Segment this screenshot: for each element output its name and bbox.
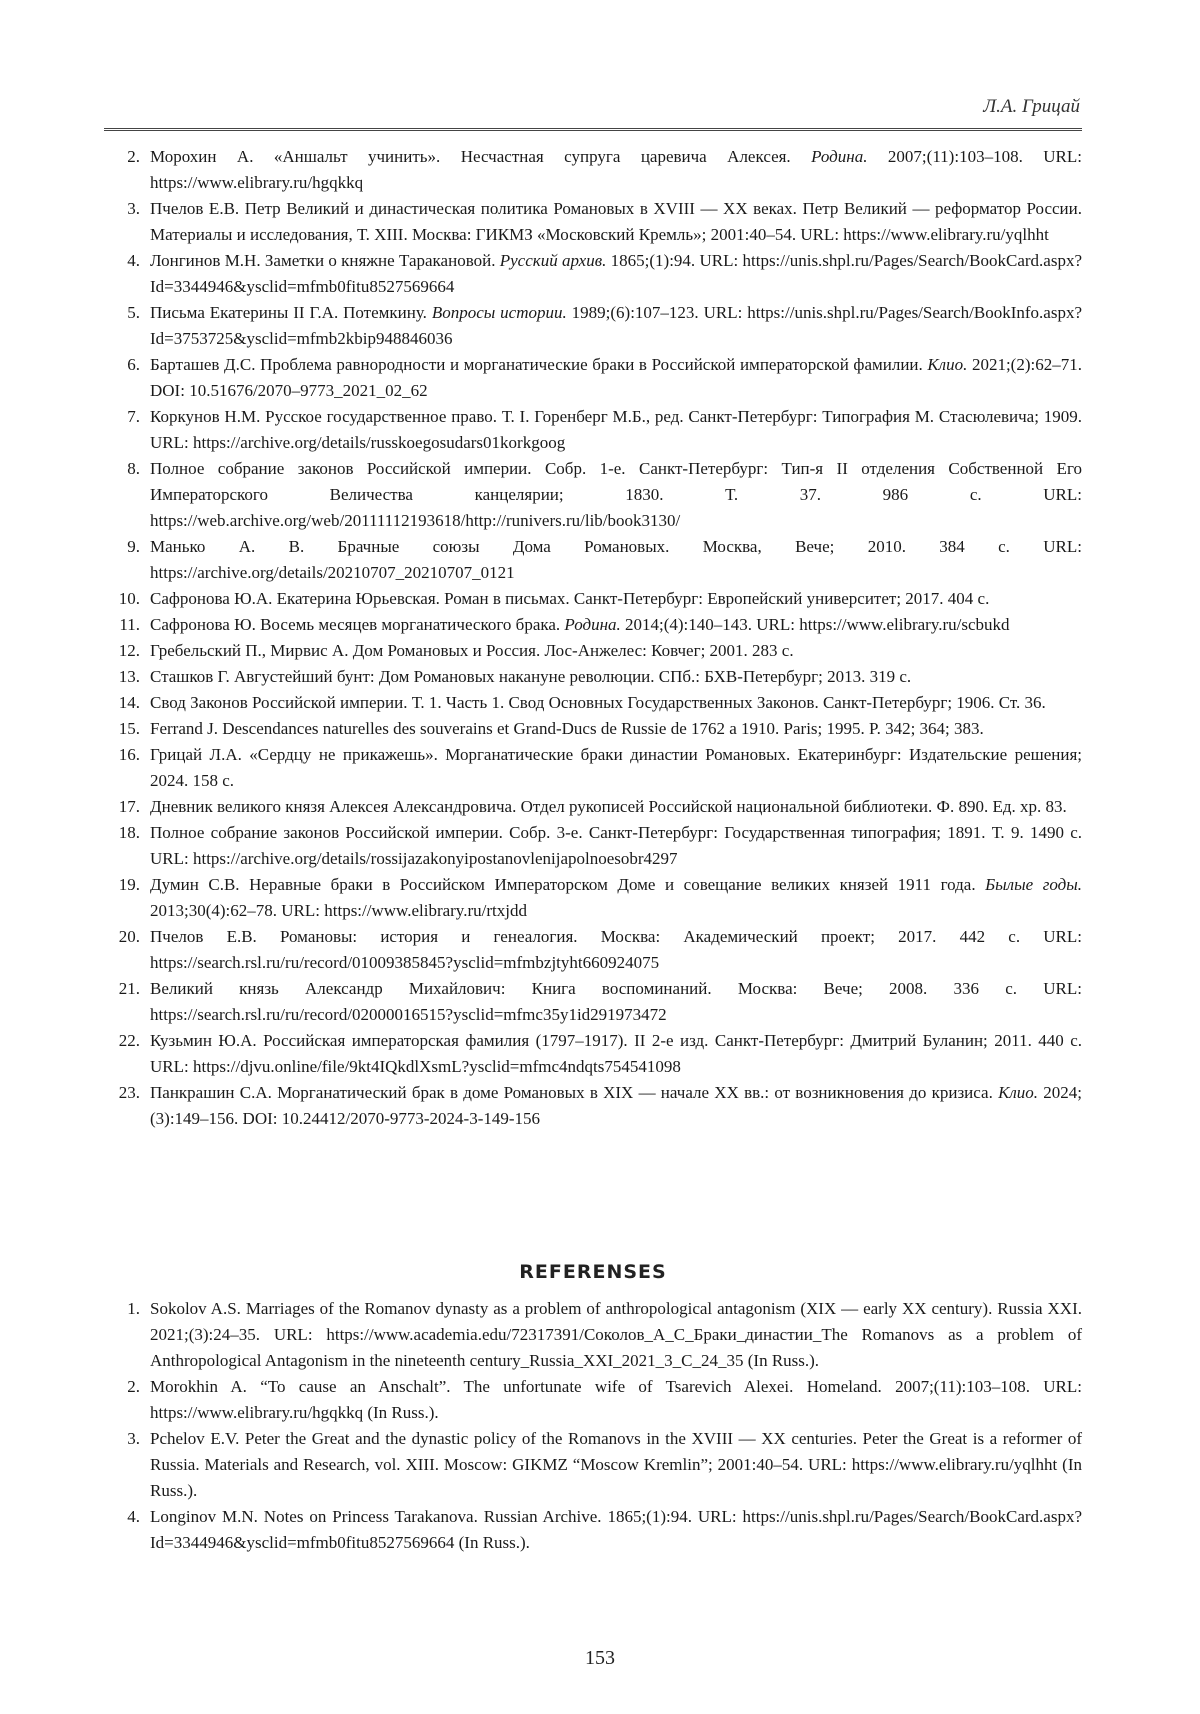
- reference-item: [104, 794, 1082, 820]
- reference-text: Ferrand J. Descendances naturelles des souverains et Grand-Ducs de Russie de 1762 a 1910. Paris; 1995. P. 342; 364; 383.: [150, 719, 984, 738]
- reference-item: [104, 534, 1082, 586]
- reference-item: [104, 612, 1082, 638]
- reference-text: 2021;(2):62–71. DOI: 10.51676/2070–9773_2021_02_62: [150, 355, 1082, 400]
- reference-text: Полное собрание законов Российской империи. Собр. 1-е. Санкт-Петербург: Тип-я II отделения Собственной Его Императорского Величества канцелярии; 1830. Т. 37. 986 с. URL: https://web.archive.org/web/20111112193618/http://runivers.ru/lib/book3130/: [150, 459, 1082, 530]
- reference-item: [104, 742, 1082, 794]
- reference-text: 2013;30(4):62–78. URL: https://www.elibrary.ru/rtxjdd: [150, 901, 527, 920]
- reference-number: 9.: [104, 534, 140, 560]
- reference-number: 6.: [104, 352, 140, 378]
- reference-text: Манько А. В. Брачные союзы Дома Романовых. Москва, Вече; 2010. 384 с. URL: https://archive.org/details/20210707_20210707_0121: [150, 537, 1082, 582]
- reference-item: [104, 820, 1082, 872]
- reference-item: [104, 716, 1082, 742]
- reference-number: 4.: [104, 248, 140, 274]
- reference-number: 2.: [104, 1374, 140, 1400]
- reference-item: [104, 1080, 1082, 1132]
- reference-text: Барташев Д.С. Проблема равнородности и морганатические браки в Российской императорской фамилии.: [150, 355, 927, 374]
- reference-item: [104, 924, 1082, 976]
- reference-journal-title: Вопросы истории.: [432, 303, 567, 322]
- reference-item: [104, 144, 1082, 196]
- reference-item: [104, 976, 1082, 1028]
- reference-item: [104, 248, 1082, 300]
- reference-item: [104, 300, 1082, 352]
- reference-number: 15.: [104, 716, 140, 742]
- reference-journal-title: Былые годы.: [985, 875, 1082, 894]
- reference-text: Письма Екатерины II Г.А. Потемкину.: [150, 303, 432, 322]
- reference-number: 13.: [104, 664, 140, 690]
- reference-number: 10.: [104, 586, 140, 612]
- reference-number: 11.: [104, 612, 140, 638]
- reference-number: 2.: [104, 144, 140, 170]
- reference-number: 1.: [104, 1296, 140, 1322]
- reference-number: 3.: [104, 196, 140, 222]
- reference-text: 2024;(3):149–156. DOI: 10.24412/2070-9773-2024-3-149-156: [150, 1083, 1082, 1128]
- reference-text: Свод Законов Российской империи. Т. 1. Часть 1. Свод Основных Государственных Законов. Санкт-Петербург; 1906. Ст. 36.: [150, 693, 1046, 712]
- reference-item: [104, 1374, 1082, 1426]
- reference-text: Пчелов Е.В. Петр Великий и династическая политика Романовых в XVIII — XX веках. Петр Великий — реформатор России. Материалы и исследования, Т. XIII. Москва: ГИКМЗ «Московский Кремль»; 2001:40–54. URL: https://www.elibrary.ru/yqlhht: [150, 199, 1082, 244]
- reference-item: [104, 690, 1082, 716]
- reference-text: Дневник великого князя Алексея Александровича. Отдел рукописей Российской национальной библиотеки. Ф. 890. Ед. хр. 83.: [150, 797, 1067, 816]
- reference-text: 1865;(1):94. URL: https://unis.shpl.ru/Pages/Search/BookCard.aspx? Id=3344946&ysclid=mfmb0fitu8527569664: [150, 251, 1082, 296]
- reference-number: 4.: [104, 1504, 140, 1530]
- reference-text: Думин С.В. Неравные браки в Российском Императорском Доме и совещание великих князей 1911 года.: [150, 875, 985, 894]
- reference-text: Полное собрание законов Российской империи. Собр. 3-е. Санкт-Петербург: Государственная типография; 1891. Т. 9. 1490 с. URL: https://archive.org/details/rossijazakonyipostanovlenijapolnoesobr4297: [150, 823, 1082, 868]
- reference-number: 7.: [104, 404, 140, 430]
- page-number: 153: [0, 1647, 1200, 1670]
- reference-item: [104, 638, 1082, 664]
- reference-journal-title: Родина.: [811, 147, 867, 166]
- reference-journal-title: Родина.: [564, 615, 620, 634]
- header-author: Л.А. Грицай: [983, 96, 1080, 118]
- reference-number: 23.: [104, 1080, 140, 1106]
- reference-item: [104, 1504, 1082, 1556]
- reference-number: 22.: [104, 1028, 140, 1054]
- reference-text: 1989;(6):107–123. URL: https://unis.shpl.ru/Pages/Search/BookInfo.aspx? Id=3753725&ysclid=mfmb2kbip948846036: [150, 303, 1082, 348]
- reference-list-russian: [104, 144, 1082, 1132]
- reference-journal-title: Русский архив.: [500, 251, 607, 270]
- reference-number: 17.: [104, 794, 140, 820]
- reference-item: [104, 404, 1082, 456]
- reference-text: Коркунов Н.М. Русское государственное право. Т. I. Горенберг М.Б., ред. Санкт-Петербург: Типография М. Стасюлевича; 1909. URL: https://archive.org/details/russkoegosudars01korkgoog: [150, 407, 1082, 452]
- reference-text: Сафронова Ю.А. Екатерина Юрьевская. Роман в письмах. Санкт-Петербург: Европейский университет; 2017. 404 с.: [150, 589, 989, 608]
- reference-text: Кузьмин Ю.А. Российская императорская фамилия (1797–1917). II 2-е изд. Санкт-Петербург: Дмитрий Буланин; 2011. 440 с. URL: https://djvu.online/file/9kt4IQkdlXsmL?ysclid=mfmc4ndqts754541098: [150, 1031, 1082, 1076]
- reference-journal-title: Клио.: [927, 355, 967, 374]
- reference-item: [104, 1028, 1082, 1080]
- reference-text: 2007;(11):103–108. URL: https://www.elibrary.ru/hgqkkq: [150, 147, 1082, 192]
- reference-item: [104, 1426, 1082, 1504]
- reference-number: 18.: [104, 820, 140, 846]
- reference-text: Сташков Г. Августейший бунт: Дом Романовых накануне революции. СПб.: БХВ-Петербург; 2013. 319 с.: [150, 667, 911, 686]
- reference-number: 16.: [104, 742, 140, 768]
- reference-text: Грицай Л.А. «Сердцу не прикажешь». Морганатические браки династии Романовых. Екатеринбург: Издательские решения; 2024. 158 с.: [150, 745, 1082, 790]
- reference-number: 19.: [104, 872, 140, 898]
- reference-item: [104, 664, 1082, 690]
- reference-item: [104, 1296, 1082, 1374]
- reference-text: Пчелов Е.В. Романовы: история и генеалогия. Москва: Академический проект; 2017. 442 с. URL: https://search.rsl.ru/ru/record/01009385845?ysclid=mfmbzjtyht660924075: [150, 927, 1082, 972]
- reference-number: 5.: [104, 300, 140, 326]
- reference-text: Лонгинов М.Н. Заметки о княжне Таракановой.: [150, 251, 500, 270]
- reference-number: 12.: [104, 638, 140, 664]
- reference-list-english: [104, 1296, 1082, 1556]
- reference-text: 2014;(4):140–143. URL: https://www.elibrary.ru/scbukd: [621, 615, 1010, 634]
- reference-text: Гребельский П., Мирвис А. Дом Романовых и Россия. Лос-Анжелес: Ковчег; 2001. 283 с.: [150, 641, 794, 660]
- reference-item: [104, 872, 1082, 924]
- reference-text: Longinov M.N. Notes on Princess Tarakanova. Russian Archive. 1865;(1):94. URL: https://unis.shpl.ru/Pages/Search/BookCard.aspx? Id=3344946&ysclid=mfmb0fitu8527569664 (In Russ.).: [150, 1507, 1082, 1552]
- reference-number: 8.: [104, 456, 140, 482]
- reference-text: Морохин А. «Аншальт учинить». Несчастная супруга царевича Алексея.: [150, 147, 811, 166]
- reference-text: Pchelov E.V. Peter the Great and the dynastic policy of the Romanovs in the XVIII — XX centuries. Peter the Great is a reformer of Russia. Materials and Research, vol. XIII. Moscow: GIKMZ “Moscow Kremlin”; 2001:40–54. URL: https://www.elibrary.ru/yqlhht (In Russ.).: [150, 1429, 1082, 1500]
- reference-text: Великий князь Александр Михайлович: Книга воспоминаний. Москва: Вече; 2008. 336 с. URL: https://search.rsl.ru/ru/record/02000016515?ysclid=mfmc35y1id291973472: [150, 979, 1082, 1024]
- reference-item: [104, 586, 1082, 612]
- reference-journal-title: Клио.: [998, 1083, 1038, 1102]
- reference-text: Сафронова Ю. Восемь месяцев морганатического брака.: [150, 615, 564, 634]
- running-header: [104, 88, 1082, 131]
- reference-number: 20.: [104, 924, 140, 950]
- reference-number: 21.: [104, 976, 140, 1002]
- reference-item: [104, 456, 1082, 534]
- reference-text: Morokhin A. “To cause an Anschalt”. The unfortunate wife of Tsarevich Alexei. Homeland. 2007;(11):103–108. URL: https://www.elibrary.ru/hgqkkq (In Russ.).: [150, 1377, 1082, 1422]
- section-title-references: REFERENSES: [104, 1261, 1082, 1283]
- reference-text: Sokolov A.S. Marriages of the Romanov dynasty as a problem of anthropological antagonism (XIX — early XX century). Russia XXI. 2021;(3):24–35. URL: https://www.academia.edu/72317391/Соколов_А_С_Браки_династии_The Romanovs as a problem of Anthropological Antagonism in the nineteenth century_Russia_XXI_2021_3_C_24_35 (In Russ.).: [150, 1299, 1082, 1370]
- reference-item: [104, 196, 1082, 248]
- reference-number: 3.: [104, 1426, 140, 1452]
- reference-item: [104, 352, 1082, 404]
- reference-number: 14.: [104, 690, 140, 716]
- reference-text: Панкрашин С.А. Морганатический брак в доме Романовых в XIX — начале XX вв.: от возникновения до кризиса.: [150, 1083, 998, 1102]
